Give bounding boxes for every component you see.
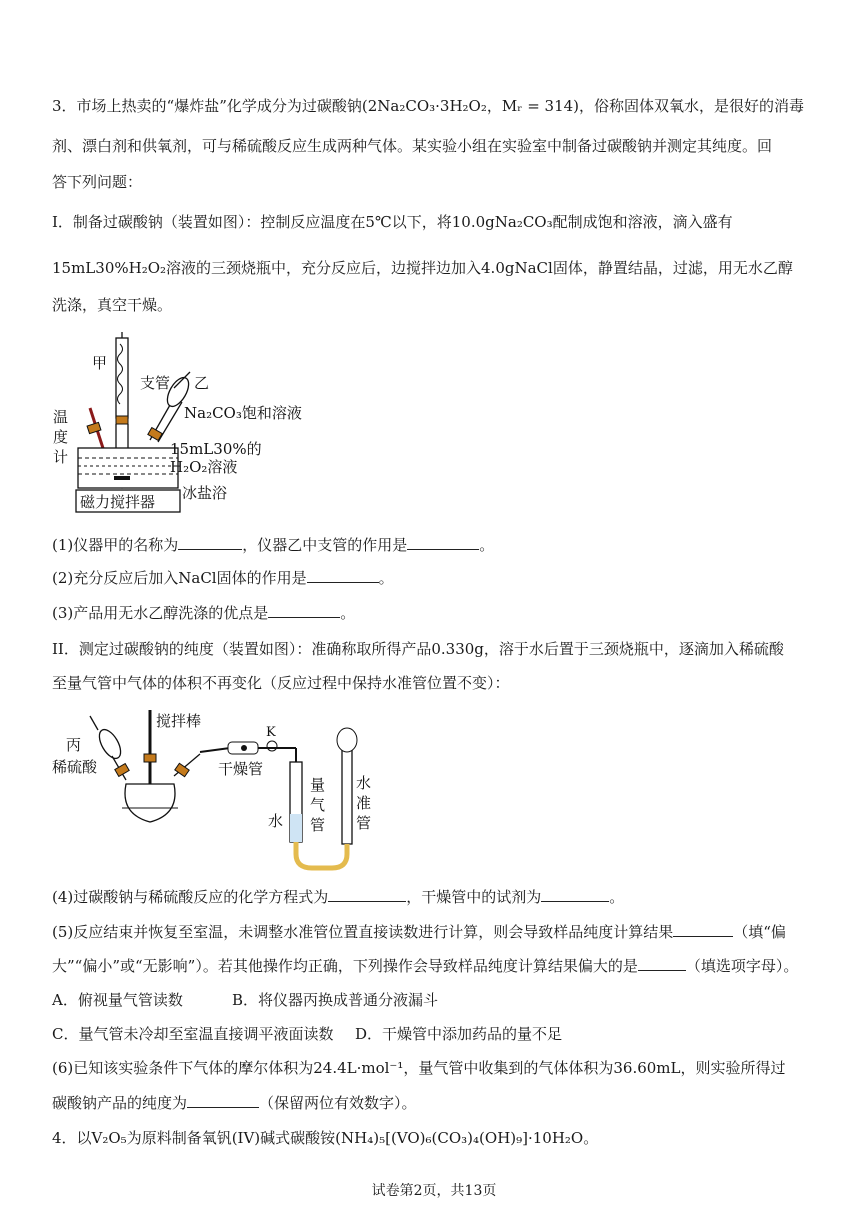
question-4: [52, 887, 624, 907]
label-wen: 温: [53, 408, 69, 426]
question-5-line-2: [52, 956, 798, 976]
q5-text-1b: （填“偏: [733, 923, 786, 941]
label-stir-rod: 搅拌棒: [156, 712, 202, 730]
label-dry-tube: 干燥管: [218, 760, 264, 778]
q1-blank-2[interactable]: [407, 535, 479, 550]
q1-blank-1[interactable]: [178, 535, 242, 550]
q2-text-b: 。: [378, 569, 394, 587]
label-water: 水: [268, 812, 284, 830]
q1-text-a: (1)仪器甲的名称为: [52, 536, 179, 554]
part1-line-2: 15mL30%H₂O₂溶液的三颈烧瓶中，充分反应后，边搅拌边加入4.0gNaCl固体，静置结晶，过滤，用无水乙醇: [52, 259, 793, 277]
label-yi: 乙: [194, 374, 210, 392]
q6-text-2a: 碳酸钠产品的纯度为: [52, 1094, 188, 1112]
q3-blank[interactable]: [268, 603, 340, 618]
q6-blank[interactable]: [187, 1093, 259, 1108]
part1-line-3: 洗涤，真空干燥。: [52, 296, 173, 314]
label-liang: 量: [310, 776, 326, 794]
q4-text-c: 。: [609, 888, 625, 906]
option-a[interactable]: A．俯视量气管读数: [52, 991, 183, 1009]
rubber-tube: [296, 842, 347, 868]
q3-intro-line-3: 答下列问题：: [52, 173, 143, 191]
q6-text-2b: （保留两位有效数字）。: [259, 1094, 417, 1112]
label-solution: Na₂CO₃饱和溶液: [184, 404, 302, 422]
question-5-line-1: [52, 922, 786, 942]
label-bing: 丙: [66, 736, 82, 754]
purity-apparatus-figure: [50, 704, 390, 879]
ice-salt-bath: [78, 448, 178, 488]
q4-text-a: (4)过碳酸钠与稀硫酸反应的化学方程式为: [52, 888, 329, 906]
question-3: [52, 603, 355, 623]
q5-blank-1[interactable]: [673, 922, 733, 937]
q1-text-b: ，仪器乙中支管的作用是: [242, 536, 408, 554]
label-stirrer: 磁力搅拌器: [80, 493, 156, 511]
q5-text-2b: （填选项字母）。: [685, 957, 799, 975]
q3-intro-line-2: 剂、漂白剂和供氧剂，可与稀硫酸反应生成两种气体。某实验小组在实验室中制备过碳酸钠并测定其纯度。回: [52, 137, 773, 155]
label-ice: 冰盐浴: [182, 484, 228, 502]
q5-blank-2[interactable]: [638, 956, 686, 971]
page-footer: 试卷第2页，共13页: [371, 1183, 497, 1199]
valve-k: [267, 741, 277, 751]
option-d[interactable]: D．干燥管中添加药品的量不足: [355, 1025, 563, 1043]
three-neck-flask-2: [125, 784, 175, 822]
funnel-bing: [95, 726, 125, 762]
part2-line-2: 至量气管中气体的体积不再变化（反应过程中保持水准管位置不变）：: [52, 674, 510, 692]
q2-text-a: (2)充分反应后加入NaCl固体的作用是: [52, 569, 307, 587]
leveling-tube: [342, 744, 352, 844]
label-ji: 计: [53, 448, 69, 466]
part1-line-1: I．制备过碳酸钠（装置如图）：控制反应温度在5℃以下，将10.0gNa₂CO₃配制成饱和溶液，滴入盛有: [52, 213, 733, 231]
option-b[interactable]: B．将仪器丙换成普通分液漏斗: [232, 991, 439, 1009]
label-du: 度: [53, 428, 69, 446]
q4-line: 4．以V₂O₅为原料制备氧钒(IV)碱式碳酸铵(NH₄)₅[(VO)₆(CO₃)₄(OH)₉]·10H₂O。: [52, 1129, 599, 1147]
label-qi: 气: [310, 796, 326, 814]
part2-line-1: II．测定过碳酸钠的纯度（装置如图）：准确称取所得产品0.330g，溶于水后置于三颈烧瓶中，逐滴加入稀硫酸: [52, 640, 784, 658]
label-guan1: 管: [310, 816, 326, 834]
label-h2o2-2: H₂O₂溶液: [170, 458, 238, 476]
label-h2o2-1: 15mL30%的: [170, 440, 262, 458]
q5-text-1a: (5)反应结束并恢复至室温，未调整水准管位置直接读数进行计算，则会导致样品纯度计算结果: [52, 923, 674, 941]
preparation-apparatus-figure: [50, 330, 370, 525]
q5-text-2a: 大”“偏小”或“无影响”）。若其他操作均正确，下列操作会导致样品纯度计算结果偏大的是: [52, 957, 638, 975]
q3-text-a: (3)产品用无水乙醇洗涤的优点是: [52, 604, 269, 622]
label-shui: 水: [356, 774, 372, 792]
label-zhiguan: 支管: [140, 374, 171, 392]
q3-text-b: 。: [340, 604, 356, 622]
q4-text-b: ，干燥管中的试剂为: [406, 888, 542, 906]
label-zhun: 准: [356, 794, 372, 812]
q1-text-c: 。: [479, 536, 495, 554]
question-1: [52, 535, 494, 555]
label-guan2: 管: [356, 814, 372, 832]
q2-blank[interactable]: [307, 568, 379, 583]
q3-intro-line-1: 3．市场上热卖的“爆炸盐”化学成分为过碳酸钠(2Na₂CO₃·3H₂O₂，Mᵣ = 314)，俗称固体双氧水，是很好的消毒: [52, 97, 805, 115]
label-jia: 甲: [92, 354, 108, 372]
option-c[interactable]: C．量气管未冷却至室温直接调平液面读数: [52, 1025, 334, 1043]
label-k: K: [266, 725, 276, 740]
label-acid: 稀硫酸: [52, 758, 98, 776]
question-6-line-1: (6)已知该实验条件下气体的摩尔体积为24.4L·mol⁻¹，量气管中收集到的气体体积为36.60mL，则实验所得过: [52, 1059, 786, 1077]
q4-blank-1[interactable]: [328, 887, 406, 902]
question-6-line-2: [52, 1093, 417, 1113]
question-2: [52, 568, 394, 588]
q4-blank-2[interactable]: [541, 887, 609, 902]
